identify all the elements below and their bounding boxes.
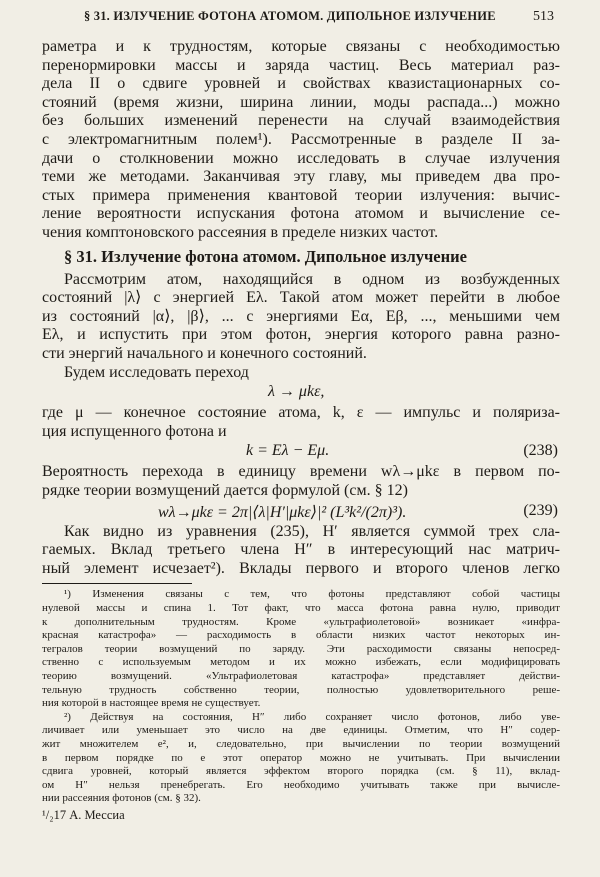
text-line: ление вероятности испускания фотона атомом и вычисление се-: [42, 205, 560, 223]
signature-mark: ¹/₂17 А. Мессиа: [42, 808, 125, 822]
text-line: раметра и к трудностям, которые связаны с необходимостью: [42, 38, 560, 55]
footnote-line: к дополнительным трудностям. Кроме «ультрафиолетовой» возникает «инфра-: [42, 615, 560, 628]
text-line: теми же методами. Заканчивая эту главу, мы приведем два про-: [42, 168, 560, 186]
footnote-line: в первом порядке по e этот оператор можно не учитывать. При вычислении: [42, 751, 560, 764]
text-line: из состояний |α⟩, |β⟩, ... с энергиями Eα, Eβ, ..., меньшими чем: [42, 307, 560, 325]
text-line: состояний |λ⟩ с энергией Eλ. Такой атом может перейти в любое: [42, 289, 560, 307]
equation-label-239: (239): [523, 501, 558, 519]
text-line: без больших изменений перенести на случай взаимодействия: [42, 112, 560, 130]
section-title: § 31. Излучение фотона атомом. Дипольное излучение: [64, 246, 467, 266]
equation-238: k = Eλ − Eμ.: [246, 442, 330, 460]
footnote-line: сдвига уровней, который является эффектом второго порядка (см. § 11), вклад-: [42, 765, 560, 778]
text-line: сти энергий начального и конечного состояний.: [42, 345, 367, 362]
footnote-line: ¹) Изменения связаны с тем, что фотоны представляют собой частицы: [64, 588, 560, 601]
text-line: гаемых. Вклад третьего члена H″ в интересующий нас матрич-: [42, 541, 560, 559]
text-line: стых примера применения квантовой теории излучения: вычис-: [42, 186, 560, 204]
footnote-line: красная катастрофа» — расходимость в области низких частот некоторых ин-: [42, 629, 560, 642]
text-line: Рассмотрим атом, находящийся в одном из возбужденных: [64, 270, 560, 288]
text-line: дела II о сдвиге уровней и свойствах квазистационарных со-: [42, 75, 560, 93]
footnote-line: жит множителем e², и, следовательно, при вычислении по теории возмущений: [42, 738, 560, 750]
text-line: ция испущенного фотона и: [42, 422, 227, 440]
footnote-line: тельную трудность собственно теории, полностью удовлетворительного реше-: [42, 683, 560, 696]
equation-label-238: (238): [523, 442, 558, 460]
footnote-line: ом H″ нельзя пренебрегать. Его необходимо учитывать также при вычисле-: [42, 778, 560, 791]
equation-239: wλ→μkε = 2π|⟨λ|H′|μkε⟩|² (L³k²/(2π)³).: [158, 503, 407, 521]
text-line: ный элемент исчезает²). Вклады первого и второго членов легко: [42, 559, 560, 577]
footnote-line: нии рассеяния фотонов (см. § 32).: [42, 792, 201, 805]
text-line: Как видно из уравнения (235), H′ является суммой трех сла-: [64, 522, 560, 540]
footnote-separator: [42, 583, 192, 584]
text-line: где μ — конечное состояние атома, k, ε — импульс и поляриза-: [42, 404, 560, 422]
text-line: рядке теории возмущений дается формулой (см. § 12): [42, 482, 408, 499]
text-line: чения комптоновского рассеяния в пределе низких частот.: [42, 224, 439, 241]
footnote-line: нулевой массы и спина 1. Тот факт, что масса фотона равна нулю, приводит: [42, 602, 560, 614]
text-line: с электромагнитным полем¹). Рассмотренные в разделе II за-: [42, 131, 560, 148]
footnote-line: ния которой в настоящее время не существует.: [42, 697, 261, 710]
text-line: Вероятность перехода в единицу времени wλ→μkε в первом по-: [42, 463, 560, 481]
footnote-line: личивает или уменьшает это число на две единицы. Отметим, что H″ содер-: [42, 724, 560, 737]
transition-equation: λ → μkε,: [268, 383, 325, 401]
text-line: стояний (время жизни, ширина линии, моды распада...) можно: [42, 93, 560, 111]
text-line: Будем исследовать переход: [64, 363, 249, 381]
page-number: 513: [533, 9, 554, 24]
running-header: § 31. ИЗЛУЧЕНИЕ ФОТОНА АТОМОМ. ДИПОЛЬНОЕ ИЗЛУЧЕНИЕ: [84, 9, 496, 23]
footnote-line: тегралов теории возмущений по заряду. Эти расходимости связаны непосред-: [42, 642, 560, 655]
footnote-line: ственно с используемым методом и их можно избежать, если модифицировать: [42, 656, 560, 669]
text-line: перенормировки массы и заряда частиц. Весь материал раз-: [42, 56, 560, 74]
text-line: Eλ, и испустить при этом фотон, энергия которого равна разно-: [42, 326, 560, 344]
footnote-line: ²) Действуя на состояния, H″ либо сохраняет число фотонов, либо уве-: [64, 710, 560, 723]
text-line: дачи о столкновении можно исследовать в случае излучения: [42, 149, 560, 167]
footnote-line: теорию возмущений. «Ультрафиолетовая катастрофа» представляет действи-: [42, 670, 560, 682]
